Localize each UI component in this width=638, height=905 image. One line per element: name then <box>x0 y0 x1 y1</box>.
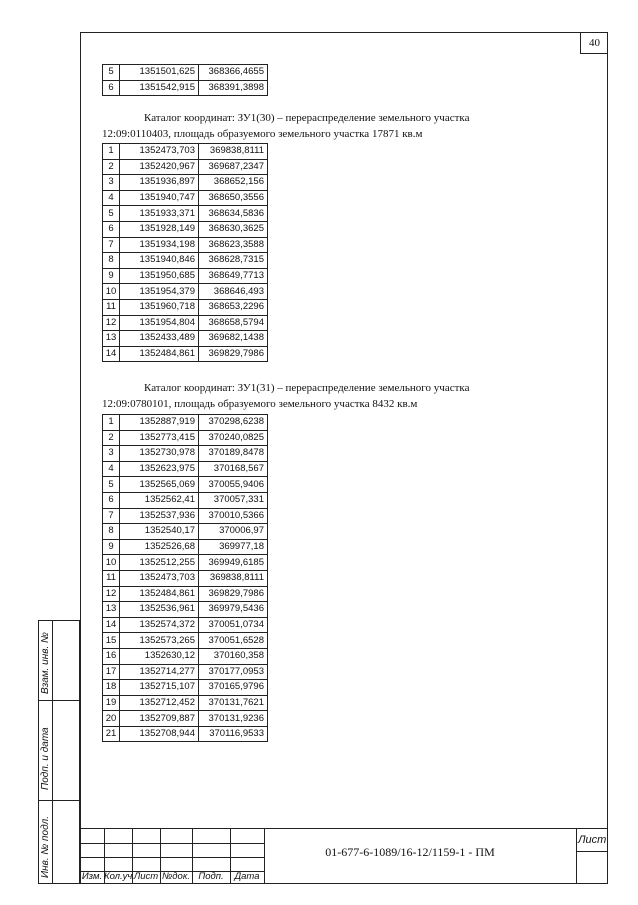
point-number: 15 <box>103 633 120 649</box>
table-row <box>103 461 268 477</box>
x-coordinate: 1351950,685 <box>120 268 199 284</box>
y-coordinate: 369687,2347 <box>199 159 268 175</box>
point-number: 17 <box>103 664 120 680</box>
table-row <box>103 695 268 711</box>
y-coordinate: 370010,5366 <box>199 508 268 524</box>
caption-line1: Каталог координат: ЗУ1(31) – перераспределение земельного участка <box>144 382 470 394</box>
x-coordinate: 1352473,703 <box>120 570 199 586</box>
x-coordinate: 1352484,861 <box>120 586 199 602</box>
stamp-header-podp: Подп. <box>198 871 224 882</box>
x-coordinate: 1351960,718 <box>120 299 199 315</box>
x-coordinate: 1351542,915 <box>120 80 199 96</box>
stamp-header-ndok: №док. <box>162 871 190 882</box>
table-row <box>103 524 268 540</box>
y-coordinate: 370131,7621 <box>199 695 268 711</box>
table-row <box>103 586 268 602</box>
y-coordinate: 368646,493 <box>199 284 268 300</box>
x-coordinate: 1351954,804 <box>120 315 199 331</box>
y-coordinate: 368628,7315 <box>199 253 268 269</box>
x-coordinate: 1352714,277 <box>120 664 199 680</box>
x-coordinate: 1352630,12 <box>120 648 199 664</box>
point-number: 7 <box>103 237 120 253</box>
y-coordinate: 370006,97 <box>199 524 268 540</box>
table-row <box>103 477 268 493</box>
y-coordinate: 369977,18 <box>199 539 268 555</box>
table-row <box>103 492 268 508</box>
coords-table-continued <box>102 64 268 96</box>
x-coordinate: 1352512,255 <box>120 555 199 571</box>
side-label-podp: Подп. и дата <box>40 727 51 790</box>
y-coordinate: 368630,3625 <box>199 221 268 237</box>
y-coordinate: 369979,5436 <box>199 602 268 618</box>
x-coordinate: 1352484,861 <box>120 346 199 362</box>
table-row <box>103 190 268 206</box>
table-row <box>103 299 268 315</box>
x-coordinate: 1352473,703 <box>120 144 199 160</box>
y-coordinate: 368634,5836 <box>199 206 268 222</box>
x-coordinate: 1352887,919 <box>120 415 199 431</box>
table-row <box>103 346 268 362</box>
caption-line1: Каталог координат: ЗУ1(30) – перераспределение земельного участка <box>144 112 470 124</box>
point-number: 13 <box>103 331 120 347</box>
x-coordinate: 1351940,747 <box>120 190 199 206</box>
table-row <box>103 508 268 524</box>
y-coordinate: 368391,3898 <box>199 80 268 96</box>
sheet-label: Лист <box>578 834 607 846</box>
point-number: 5 <box>103 477 120 493</box>
stamp-header-kol: Кол.уч <box>104 871 133 882</box>
table-row <box>103 711 268 727</box>
point-number: 4 <box>103 461 120 477</box>
x-coordinate: 1352573,265 <box>120 633 199 649</box>
x-coordinate: 1352708,944 <box>120 726 199 742</box>
document-number: 01-677-6-1089/16-12/1159-1 - ПМ <box>325 845 495 859</box>
x-coordinate: 1352623,975 <box>120 461 199 477</box>
side-label-inv: Инв. № подл. <box>40 815 51 878</box>
point-number: 10 <box>103 284 120 300</box>
x-coordinate: 1351933,371 <box>120 206 199 222</box>
stamp-header-izm: Изм. <box>81 871 103 882</box>
y-coordinate: 370168,567 <box>199 461 268 477</box>
stamp-header-list: Лист <box>133 871 159 882</box>
caption-line2: 12:09:0780101, площадь образуемого земельного участка 8432 кв.м <box>102 398 418 410</box>
x-coordinate: 1352526,68 <box>120 539 199 555</box>
table-row <box>103 617 268 633</box>
y-coordinate: 369949,6185 <box>199 555 268 571</box>
x-coordinate: 1352433,489 <box>120 331 199 347</box>
table-row <box>103 80 268 96</box>
y-coordinate: 370165,9796 <box>199 680 268 696</box>
point-number: 8 <box>103 253 120 269</box>
x-coordinate: 1351940,846 <box>120 253 199 269</box>
y-coordinate: 370189,8478 <box>199 446 268 462</box>
table-row <box>103 144 268 160</box>
point-number: 9 <box>103 539 120 555</box>
side-divider <box>52 620 53 884</box>
table-row <box>103 570 268 586</box>
y-coordinate: 370131,9236 <box>199 711 268 727</box>
y-coordinate: 370055,9406 <box>199 477 268 493</box>
x-coordinate: 1351936,897 <box>120 175 199 191</box>
table-row <box>103 430 268 446</box>
side-sep <box>38 700 80 701</box>
point-number: 20 <box>103 711 120 727</box>
point-number: 8 <box>103 524 120 540</box>
x-coordinate: 1351928,149 <box>120 221 199 237</box>
x-coordinate: 1352730,978 <box>120 446 199 462</box>
y-coordinate: 368649,7713 <box>199 268 268 284</box>
catalog-caption-31 <box>102 380 582 412</box>
x-coordinate: 1351954,379 <box>120 284 199 300</box>
table-row <box>103 648 268 664</box>
side-label-vzam: Взам. инв. № <box>40 632 51 694</box>
x-coordinate: 1352562,41 <box>120 492 199 508</box>
table-row <box>103 602 268 618</box>
x-coordinate: 1352715,107 <box>120 680 199 696</box>
y-coordinate: 369682,1438 <box>199 331 268 347</box>
point-number: 12 <box>103 315 120 331</box>
y-coordinate: 368658,5794 <box>199 315 268 331</box>
x-coordinate: 1352420,967 <box>120 159 199 175</box>
point-number: 12 <box>103 586 120 602</box>
point-number: 13 <box>103 602 120 618</box>
point-number: 5 <box>103 206 120 222</box>
point-number: 18 <box>103 680 120 696</box>
stamp-header-data: Дата <box>234 871 260 882</box>
y-coordinate: 370057,331 <box>199 492 268 508</box>
point-number: 14 <box>103 617 120 633</box>
x-coordinate: 1352709,887 <box>120 711 199 727</box>
y-coordinate: 370051,0734 <box>199 617 268 633</box>
x-coordinate: 1351934,198 <box>120 237 199 253</box>
table-row <box>103 633 268 649</box>
x-coordinate: 1352712,452 <box>120 695 199 711</box>
point-number: 10 <box>103 555 120 571</box>
table-row <box>103 315 268 331</box>
y-coordinate: 368652,156 <box>199 175 268 191</box>
y-coordinate: 369838,8111 <box>199 570 268 586</box>
caption-line2: 12:09:0110403, площадь образуемого земельного участка 17871 кв.м <box>102 128 423 140</box>
y-coordinate: 368366,4655 <box>199 65 268 81</box>
point-number: 3 <box>103 446 120 462</box>
point-number: 14 <box>103 346 120 362</box>
table-row <box>103 726 268 742</box>
x-coordinate: 1352565,069 <box>120 477 199 493</box>
table-row <box>103 206 268 222</box>
point-number: 16 <box>103 648 120 664</box>
point-number: 4 <box>103 190 120 206</box>
y-coordinate: 369829,7986 <box>199 586 268 602</box>
y-coordinate: 370116,9533 <box>199 726 268 742</box>
y-coordinate: 370160,358 <box>199 648 268 664</box>
point-number: 2 <box>103 159 120 175</box>
y-coordinate: 370298,6238 <box>199 415 268 431</box>
table-row <box>103 221 268 237</box>
point-number: 1 <box>103 144 120 160</box>
table-row <box>103 680 268 696</box>
point-number: 19 <box>103 695 120 711</box>
table-row <box>103 159 268 175</box>
y-coordinate: 370177,0953 <box>199 664 268 680</box>
point-number: 11 <box>103 299 120 315</box>
page-number: 40 <box>580 32 608 54</box>
point-number: 9 <box>103 268 120 284</box>
point-number: 2 <box>103 430 120 446</box>
x-coordinate: 1352773,415 <box>120 430 199 446</box>
table-row <box>103 664 268 680</box>
x-coordinate: 1352540,17 <box>120 524 199 540</box>
table-row <box>103 65 268 81</box>
point-number: 1 <box>103 415 120 431</box>
coords-table-31 <box>102 414 268 742</box>
table-row <box>103 175 268 191</box>
table-row <box>103 446 268 462</box>
y-coordinate: 368653,2296 <box>199 299 268 315</box>
x-coordinate: 1352536,961 <box>120 602 199 618</box>
y-coordinate: 369829,7986 <box>199 346 268 362</box>
point-number: 5 <box>103 65 120 81</box>
table-row <box>103 415 268 431</box>
point-number: 21 <box>103 726 120 742</box>
y-coordinate: 368623,3588 <box>199 237 268 253</box>
x-coordinate: 1352574,372 <box>120 617 199 633</box>
table-row <box>103 284 268 300</box>
x-coordinate: 1351501,625 <box>120 65 199 81</box>
point-number: 3 <box>103 175 120 191</box>
point-number: 11 <box>103 570 120 586</box>
table-row <box>103 268 268 284</box>
y-coordinate: 370051,6528 <box>199 633 268 649</box>
side-sep <box>38 800 80 801</box>
table-row <box>103 555 268 571</box>
table-row <box>103 331 268 347</box>
table-row <box>103 539 268 555</box>
x-coordinate: 1352537,936 <box>120 508 199 524</box>
y-coordinate: 368650,3556 <box>199 190 268 206</box>
y-coordinate: 370240,0825 <box>199 430 268 446</box>
point-number: 6 <box>103 221 120 237</box>
catalog-caption-30 <box>102 110 582 142</box>
y-coordinate: 369838,8111 <box>199 144 268 160</box>
point-number: 6 <box>103 492 120 508</box>
point-number: 6 <box>103 80 120 96</box>
point-number: 7 <box>103 508 120 524</box>
table-row <box>103 237 268 253</box>
table-row <box>103 253 268 269</box>
coords-table-30 <box>102 143 268 362</box>
